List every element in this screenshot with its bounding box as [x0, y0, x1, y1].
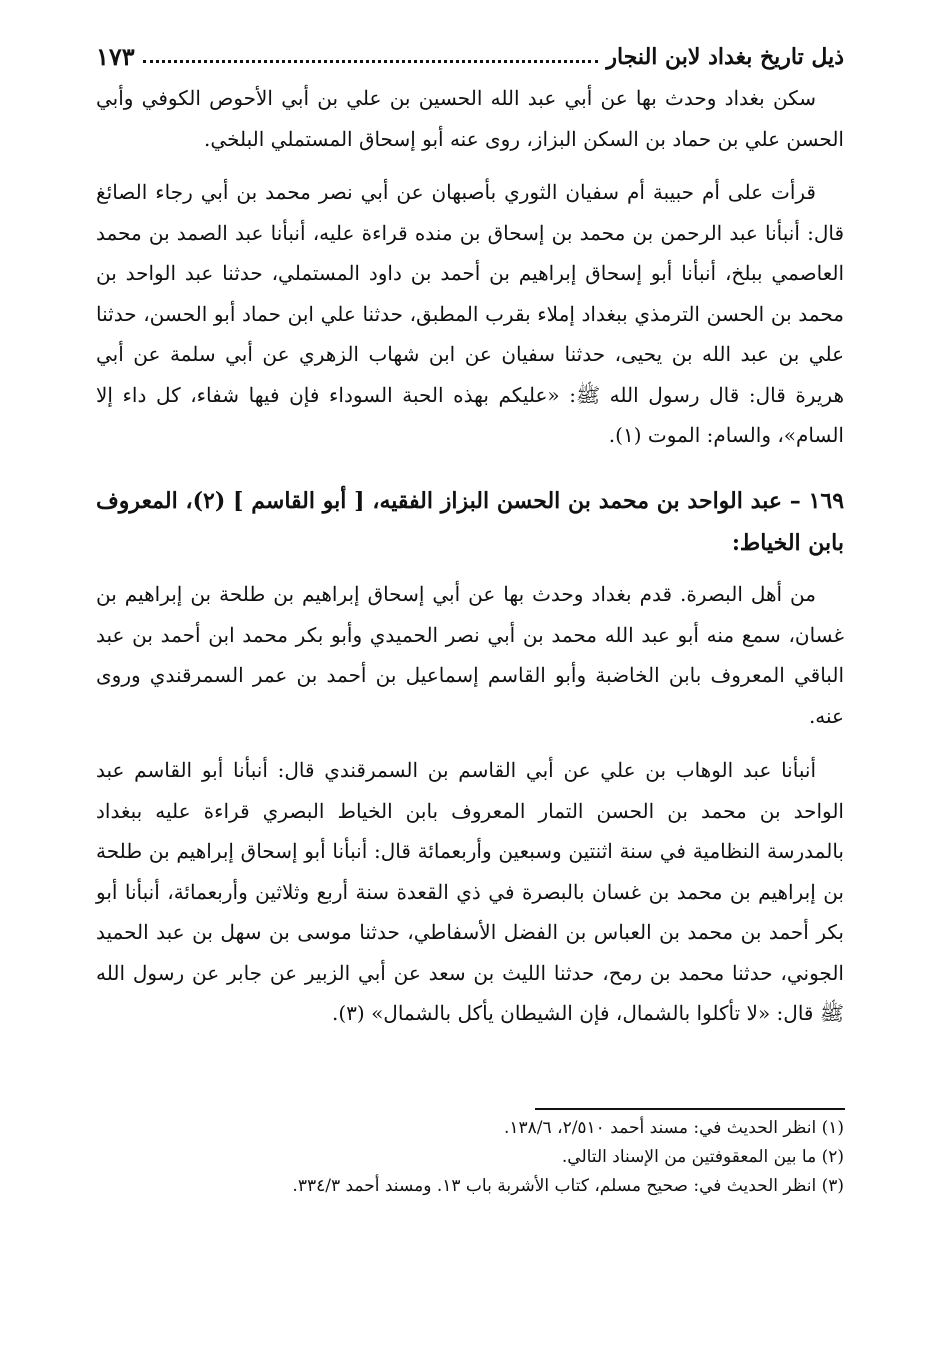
paragraph-text: من أهل البصرة. قدم بغداد وحدث بها عن أبي إسحاق إبراهيم بن طلحة بن إبراهيم بن غسان، سمع منه أبو عبد الله محمد بن أبي نصر الحميدي وأبو بكر محمد ابن أحمد بن عبد الباقي المعروف بابن الخاضبة وأبو القاسم إسماعيل بن أحمد بن عمر السمرقندي وروى عنه. [96, 582, 844, 728]
entry-heading-text: ١٦٩ – عبد الواحد بن محمد بن الحسن البزاز الفقيه، [ أبو القاسم ] (٢)، المعروف بابن الخياط: [96, 488, 845, 556]
paragraph-1 [96, 78, 844, 159]
book-title: ذيل تاريخ بغداد لابن النجار [606, 44, 844, 70]
paragraph-3 [96, 574, 844, 736]
paragraph-2 [96, 172, 844, 456]
paragraph-text: قرأت على أم حبيبة أم سفيان الثوري بأصبهان عن أبي نصر محمد بن أبي رجاء الصائغ قال: أنبأنا عبد الرحمن بن محمد بن إسحاق بن منده قراءة عليه، أنبأنا عبد الصمد بن محمد العاصمي ببلخ، أنبأنا أبو إسحاق إبراهيم بن أحمد بن داود المستملي، حدثنا عبد الواحد بن محمد بن الحسن الترمذي ببغداد إملاء بقرب المطبق، حدثنا علي ابن حماد أبو الحسن، حدثنا علي بن عبد الله بن يحيى، حدثنا سفيان عن ابن شهاب الزهري عن أبي سلمة عن أبي هريرة قال: قال رسول الله ﷺ: «عليكم بهذه الحبة السوداء فإن فيها شفاء، كل داء إلا السام»، والسام: الموت (١). [96, 180, 844, 447]
paragraph-4 [96, 750, 844, 1034]
footnote-1: (١) انظر الحديث في: مسند أحمد ٢/٥١٠، ١٣٨/٦. [504, 1118, 844, 1138]
footnote-3: (٣) انظر الحديث في: صحيح مسلم، كتاب الأشربة باب ١٣. ومسند أحمد ٣٣٤/٣. [292, 1176, 844, 1196]
footnote-2: (٢) ما بين المعقوفتين من الإسناد التالي. [561, 1147, 844, 1167]
header-dotted-leader [143, 59, 599, 63]
page-number: ١٧٣ [96, 42, 135, 71]
paragraph-text: أنبأنا عبد الوهاب بن علي عن أبي القاسم بن السمرقندي قال: أنبأنا أبو القاسم عبد الواحد بن محمد بن الحسن التمار المعروف بابن الخياط البصري قراءة عليه ببغداد بالمدرسة النظامية في سنة اثنتين وسبعين وأربعمائة قال: أنبأنا أبو إسحاق إبراهيم بن طلحة بن إبراهيم بن محمد بن غسان بالبصرة في ذي القعدة سنة أربع وثلاثين وأربعمائة، أنبأنا أبو بكر أحمد بن محمد بن العباس بن الفضل الأسفاطي، حدثنا موسى بن سهل بن عبد الحميد الجوني، حدثنا محمد بن رمح، حدثنا الليث بن سعد عن أبي الزبير عن جابر عن رسول الله ﷺ قال: «لا تأكلوا بالشمال، فإن الشيطان يأكل بالشمال» (٣). [96, 758, 844, 1025]
footnote-divider [535, 1108, 845, 1110]
entry-heading [96, 480, 844, 564]
paragraph-text: سكن بغداد وحدث بها عن أبي عبد الله الحسين بن علي بن أبي الأحوص الكوفي وأبي الحسن علي بن حماد بن السكن البزاز، روى عنه أبو إسحاق المستملي البلخي. [96, 86, 844, 151]
running-header [96, 32, 844, 72]
footnotes [96, 1114, 844, 1201]
